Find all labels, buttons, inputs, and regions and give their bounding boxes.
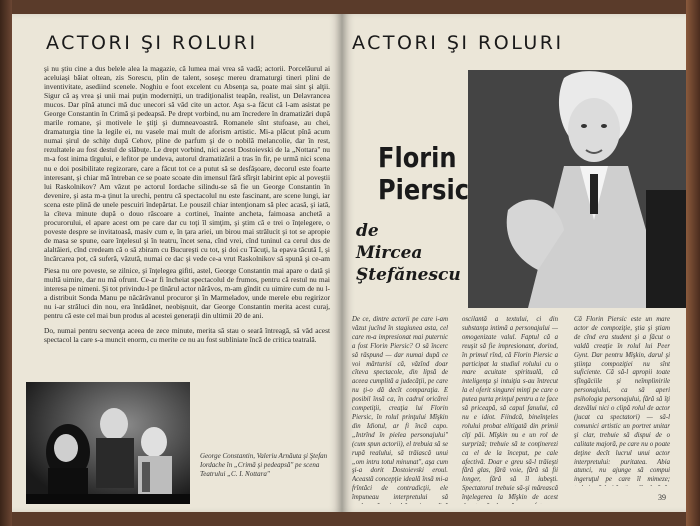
article-column-3: Că Florin Piersic este un mare actor de compoziţie, ştia şi ştiam de cînd era student şi a făcut o valdă creaţie în rolul lui Peer Gynt. Dar pentru Mîşkin, darul şi ştiinţa compoziţiei nu sînt suficiente. Că să-l apropii toate sfîngăciile şi neîmplinirile personajului, ca să aperi psihologia personajului, fără să îţi dezvălui nici o clipă rolul de actor (jucat ca spectatori) — să-l comunici artistic un portret unitar şi clar, trebuie să dispui de o calitate majoră, pe care nu o poate deţine decît lucrul unui actor interpretului: puritatea. Abia atunci, nu ajunge să compui ingeruţul pe care îl mimeze; [574,316,670,484]
article-column-2: oscilantă a textului, ci din substanţa intimă a personajului — omogenizate valul. Faptul că a reuşit să fie impresionant, dorind, în primul rînd, că Florin Piersic a participat la studiul rolului cu o mare acuitate spirituală, că inteligenţa şi intuiţia s-au întrecut la el oferit singurei minţi pe care o putea purta prinţul pentru a te face să priceapă, să capul fanului, că nu e idiot. Fiindcă, bineînţeles rolului probat elitigată din primii cîţi păi. Mîşkin nu e un rol de surpriză; trebuie să te conţinerezi ca el de la început, pe cale afectivă. Doar e greu să-l trăieşti fără glas, fără voie, fără să fii longer, fără să îl iubeşti. Spectatorul trebuie să-şi mărească înţelegerea la Mîşkin de acest [462,316,558,502]
right-page [342,14,686,512]
left-page [12,14,342,512]
stage-photo-image [26,382,190,504]
author-last-name: Ştefănescu [356,265,461,285]
actor-portrait [468,70,686,308]
left-paragraph-2: Piesa nu ore poveste, se zilnice, şi înţelegea gifiti, astel, George Constantin mai apare o dată şi multă uimire, dar nu mă ofrunt. Ce-ar fi încheiat spectacolul de frumos, pentru că restul nu mai interesa pe nimeni. Şi tot privindu-l pe tînărul actor nărăvos, m-am gîndit cu uimire cum de nu l-a distribuit Sonda Manu pe năcărăvanul procuror şi în Marmeladov, unde merele ebu regirizor nu i-ar străluci din nou, era înrădănet, neobişnuit, dar George Constantin merita acest curaj, pentru că este cel mai bun produs al acestei generaţii din ultimii 20 de ani. [44,266,330,320]
actor-portrait-image [468,70,686,308]
actor-name-last: Piersic [378,173,469,206]
actor-name-first: Florin [378,141,457,174]
author-byline [356,220,461,286]
actor-name [378,142,469,206]
author-first-name: Mircea [356,243,423,263]
photo-caption: George Constantin, Valeriu Arnăuta şi Ştefan Iordache în „Crimă şi pedeapsă" pe scena Teatrului „C. I. Nottara" [200,452,328,478]
binding-right [686,0,700,526]
left-paragraph-3: Do, numai pentru secvenţa aceea de zece minute, merita să stau o seară întreagă, să văd acest spectacol la care s-a muncit enorm, cu merite ce nu au fost subliniate încă de critica teatrală. [44,326,330,345]
left-page-title: ACTORI ŞI ROLURI [46,32,258,54]
author-prefix: de [356,221,379,241]
article-column-1: De ce, dintre actorii pe care i-am văzut jucînd în stagiunea asta, cel care m-a impresionat mai puternic a fost Florin Piersic? O să încerc să răspund — dar numai după ce voi mărturisi că, văzînd doar cîteva spectacole, din lipsă de aceea cumplită a judecăţii, pe care nu ţi-o dă decît comparaţia. E posibil însă ca, în cadrul oricărei competiţii, creaţia lui Florin Piersic, în rolul prinţului Mîşkin din Idiotul, ar fi încă capo. „Intrînd în pielea personajului" (cum spun actorii), el trebuia să se rupă realului, să trăiască unui „om intru totul minunat", aşa cum şi-a dorit Dostoievski eroul. Această concepţie ideală însă mi-a frîntăci de contradicţii, ele împuneau interpretului să [352,316,448,502]
right-page-title: ACTORI ŞI ROLURI [352,32,564,54]
binding-left [0,0,12,526]
left-paragraph-1: şi nu ştiu cine a dus belele alea la magazie, că lumea mai vrea să vadă; actorii. Porcelăurul ai aceluiaşi băiat oltean, zis Sorescu, plin de talent, soseşc mereu dramaturgi tineri plini de inventivitate, asediind scenele. Noghiu e foot excelent cu Absenţa sa, poate mai sint şi alţii. Sigur că aş vrea şi unii mai puţin moderniţti, un tradiţionalist teapăn, realist, un Delavrancea mucos. Dar pînă atunci mă duc unecori să văd cite un actor. Aşa s-a făcut că l-am asistat pe George Constantin în Crimă şi pedeapsă. Pe drept vorbind, nu am încredere în dramatizări după marile romane, şi motivele le ştiţi şi dumneavoastră. Romanele sînt stufoase, au chei, dramaturgia tine la legile ei, nu vasele mai mult de aforism artistic. Mi-a plăcut pînă acum numai şirul de schiţe după Cehov, pline de parfum şi de o nobilă melancolie, dar în rest, rezultatele au fost destul de slăbuţe. Le drept vorbind, nici acest Dostoievski de la „Nottara" nu m-a fost inima tîrgului, e lefitor pe undeva, autorul dramatizării a tras în fir, pe urmă nici scena nu e doi posibilitate regizorare, care a făcut tot ce a putut să se desfăşoare, decorul este foarte interesant, şi chiar mă întreban ce se poate scoate din imensul fără sfîrşit labirint epic al poveştii lui Raskolnikov? Am văzut pe actorul Iordache silindu-se să fie un George Constantin în devenire, şi asta m-a ţinut la urechi, pentru că spectacolul nu este fascinant, are scene lungi, iar scena este plină de unele pescuiri îndepărtat. Le pouszil chiar intenţionam să plec acasă, şi iată, la cîteva minute după o douo răscoare a cortinei, înainte ancheta, faimoasa anchetă a procurorului, el apare acest om pe care dar cu toţi îl simţim, şi ştim că e trei o înţelegere, o poveste despre se invitatoasă, masiv cum e, în ţara ariei, un birou mai strălucit şi tot se apropie de masa se spune, oare înţelesul şi în teatru, încet sena, cînd vrei, cînd tuninul ca cerul dus de alaltăieri, cînd credeam că o să zbiram cu Bucureşti cu tot, şi doi cu Tăcuţi, la epava tăcută I, şi încărcarea pot, că suferă, văzută, numai ce dac şi vede ce-a vrut Raskolnikov să spună şi ce-am [44,64,330,263]
page-number: 39 [658,493,666,502]
stage-photo [26,382,190,504]
